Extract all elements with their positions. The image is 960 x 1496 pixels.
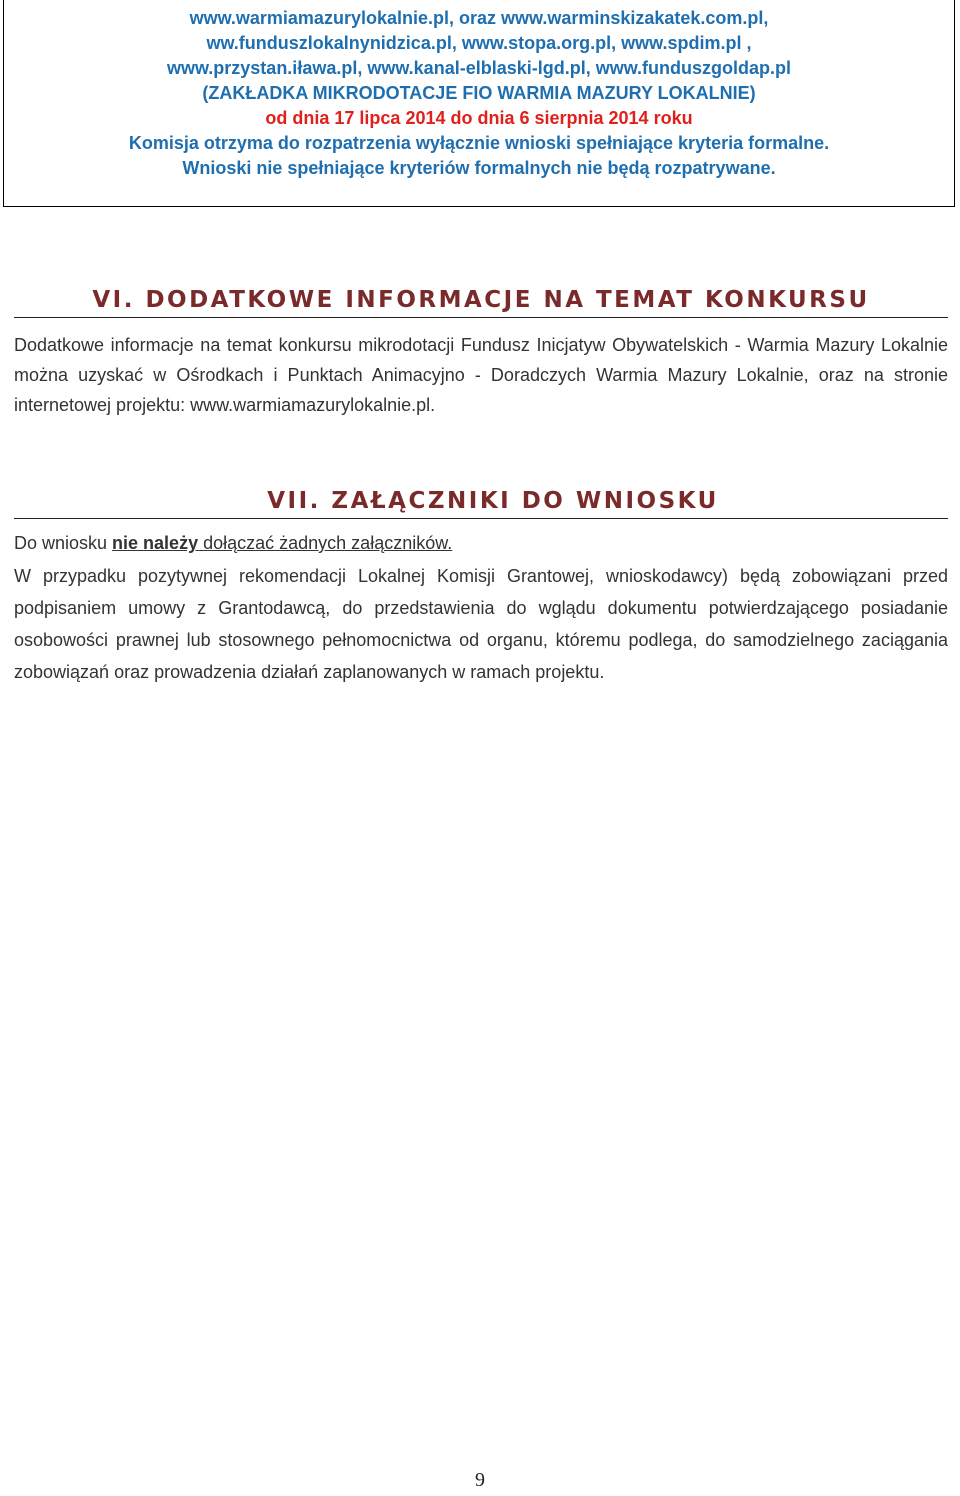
- date-range: od dnia 17 lipca 2014 do dnia 6 sierpnia 2014 roku: [265, 108, 693, 128]
- section-6-heading: VI. DODATKOWE INFORMACJE NA TEMAT KONKURSU: [14, 287, 948, 318]
- section-7-text: W przypadku pozytywnej rekomendacji Lokalnej Komisji Grantowej, wnioskodawcy) będą zobowiązani przed podpisaniem umowy z Grantodawcą, do przedstawienia do wglądu dokumentu potwierdzającego posiadanie osobowości prawnej lub stosownego pełnomocnictwa od organu, któremu podlega, do samodzielnego zaciągania zobowiązań oraz prowadzenia działań zaplanowanych w ramach projektu.: [14, 566, 948, 682]
- commission-note: Komisja otrzyma do rozpatrzenia wyłącznie wnioski spełniające kryteria formalne.: [128, 133, 830, 153]
- attachments-note-post: dołączać żadnych załączników.: [198, 533, 453, 553]
- attachments-note: [14, 528, 948, 558]
- rejection-note: Wnioski nie spełniające kryteriów formalnych nie będą rozpatrywane.: [182, 158, 776, 178]
- links-line-1: www.warmiamazurylokalnie.pl, oraz www.warminskizakatek.com.pl,: [189, 8, 769, 28]
- header-notice-box: [3, 0, 955, 207]
- attachments-note-pre: Do wniosku: [14, 533, 113, 553]
- section-7-heading: VII. ZAŁĄCZNIKI DO WNIOSKU: [14, 488, 948, 519]
- section-6-text: Dodatkowe informacje na temat konkursu mikrodotacji Fundusz Inicjatyw Obywatelskich - Warmia Mazury Lokalnie można uzyskać w Ośrodkach i Punktach Animacyjno - Doradczych Warmia Mazury Lokalnie, oraz na stronie internetowej projektu: www.warmiamazurylokalnie.pl.: [14, 335, 948, 415]
- attachments-note-emphasis: nie należy: [112, 533, 199, 553]
- links-line-3: www.przystan.iława.pl, www.kanal-elblaski-lgd.pl, www.funduszgoldap.pl: [166, 58, 792, 78]
- tab-note: (ZAKŁADKA MIKRODOTACJE FIO WARMIA MAZURY LOKALNIE): [202, 83, 756, 103]
- links-line-2: ww.funduszlokalnynidzica.pl, www.stopa.org.pl, www.spdim.pl ,: [206, 33, 752, 53]
- page-number: 9: [475, 1469, 485, 1491]
